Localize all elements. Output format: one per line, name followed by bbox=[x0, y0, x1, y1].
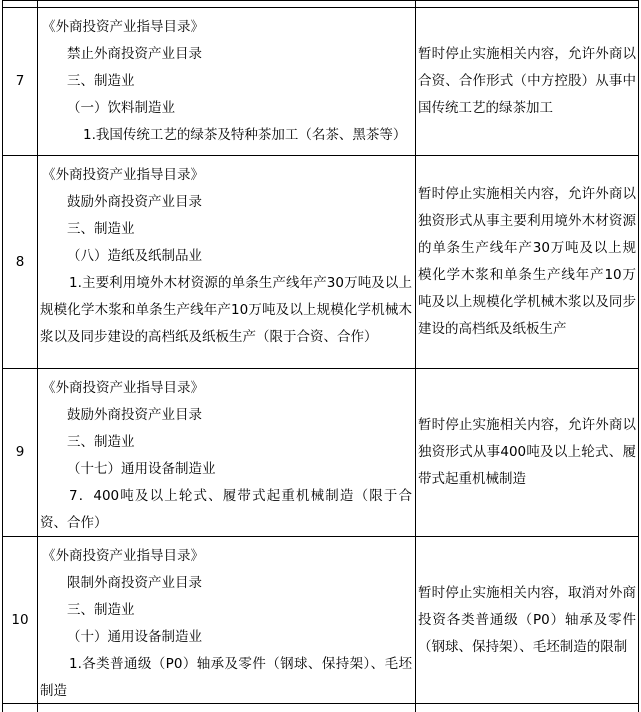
catalog-industry: 三、制造业 bbox=[67, 73, 135, 89]
measure-cell bbox=[416, 704, 638, 712]
catalog-cell bbox=[38, 537, 416, 703]
table-row-partial-bottom bbox=[3, 703, 638, 712]
catalog-title: 《外商投资产业指导目录》 bbox=[42, 380, 204, 396]
catalog-subcategory: （一）饮料制造业 bbox=[67, 100, 175, 116]
measure-text: 暂时停止实施相关内容，允许外商以独资形式从事主要利用境外木材资源的单条生产线年产30万吨及以上规模化学木浆和单条生产线年产10万吨及以上规模化学机械木浆以及同步建设的高档纸及纸板生产 bbox=[418, 186, 636, 337]
measure-cell bbox=[416, 156, 638, 368]
row-number-cell bbox=[3, 704, 38, 712]
measure-cell bbox=[416, 1, 638, 7]
table-row bbox=[3, 155, 638, 368]
catalog-cell bbox=[38, 8, 416, 155]
catalog-industry: 三、制造业 bbox=[67, 221, 135, 237]
row-number: 8 bbox=[15, 253, 25, 270]
catalog-industry: 三、制造业 bbox=[67, 602, 135, 618]
row-number: 10 bbox=[11, 611, 29, 628]
measure-cell bbox=[416, 369, 638, 536]
catalog-item: 1.各类普通级（P0）轴承及零件（钢球、保持架）、毛坯制造 bbox=[40, 656, 412, 699]
row-number-cell bbox=[3, 156, 38, 368]
row-number-cell bbox=[3, 537, 38, 703]
catalog-section: 限制外商投资产业目录 bbox=[67, 575, 202, 591]
measure-text: 暂时停止实施相关内容，取消对外商投资各类普通级（P0）轴承及零件（钢球、保持架）、毛坯制造的限制 bbox=[418, 584, 636, 655]
measure-text: 暂时停止实施相关内容，允许外商以合资、合作形式（中方控股）从事中国传统工艺的绿茶加工 bbox=[418, 46, 636, 116]
catalog-section: 禁止外商投资产业目录 bbox=[67, 46, 202, 62]
catalog-title: 《外商投资产业指导目录》 bbox=[42, 548, 204, 564]
catalog-industry: 三、制造业 bbox=[67, 434, 135, 450]
catalog-section: 鼓励外商投资产业目录 bbox=[67, 194, 202, 210]
regulation-table bbox=[2, 0, 639, 712]
table-row bbox=[3, 7, 638, 155]
catalog-item: 7．400吨及以上轮式、履带式起重机械制造（限于合资、合作） bbox=[40, 488, 412, 531]
catalog-title: 《外商投资产业指导目录》 bbox=[42, 167, 204, 183]
catalog-item: 1.主要利用境外木材资源的单条生产线年产30万吨及以上规模化学木浆和单条生产线年产10万吨及以上规模化学机械木浆以及同步建设的高档纸及纸板生产（限于合资、合作） bbox=[40, 275, 412, 345]
table-row bbox=[3, 536, 638, 703]
row-number: 7 bbox=[15, 73, 25, 89]
catalog-item: 1.我国传统工艺的绿茶及特种茶加工（名茶、黑茶等） bbox=[83, 127, 407, 143]
catalog-subcategory: （八）造纸及纸制品业 bbox=[67, 248, 202, 264]
catalog-cell bbox=[38, 156, 416, 368]
measure-cell bbox=[416, 8, 638, 155]
table-row-partial-top bbox=[3, 1, 638, 7]
catalog-subcategory: （十）通用设备制造业 bbox=[67, 629, 202, 645]
measure-cell bbox=[416, 537, 638, 703]
measure-text: 暂时停止实施相关内容，允许外商以独资形式从事400吨及以上轮式、履带式起重机械制造 bbox=[418, 417, 636, 487]
row-number-cell bbox=[3, 8, 38, 155]
catalog-section: 鼓励外商投资产业目录 bbox=[67, 407, 202, 423]
catalog-cell bbox=[38, 369, 416, 536]
catalog-title: 《外商投资产业指导目录》 bbox=[42, 19, 204, 35]
catalog-cell bbox=[38, 1, 416, 7]
row-number-cell bbox=[3, 1, 38, 7]
row-number-cell bbox=[3, 369, 38, 536]
table-row bbox=[3, 368, 638, 536]
row-number: 9 bbox=[15, 444, 25, 460]
catalog-subcategory: （十七）通用设备制造业 bbox=[67, 461, 216, 477]
catalog-cell bbox=[38, 704, 416, 712]
